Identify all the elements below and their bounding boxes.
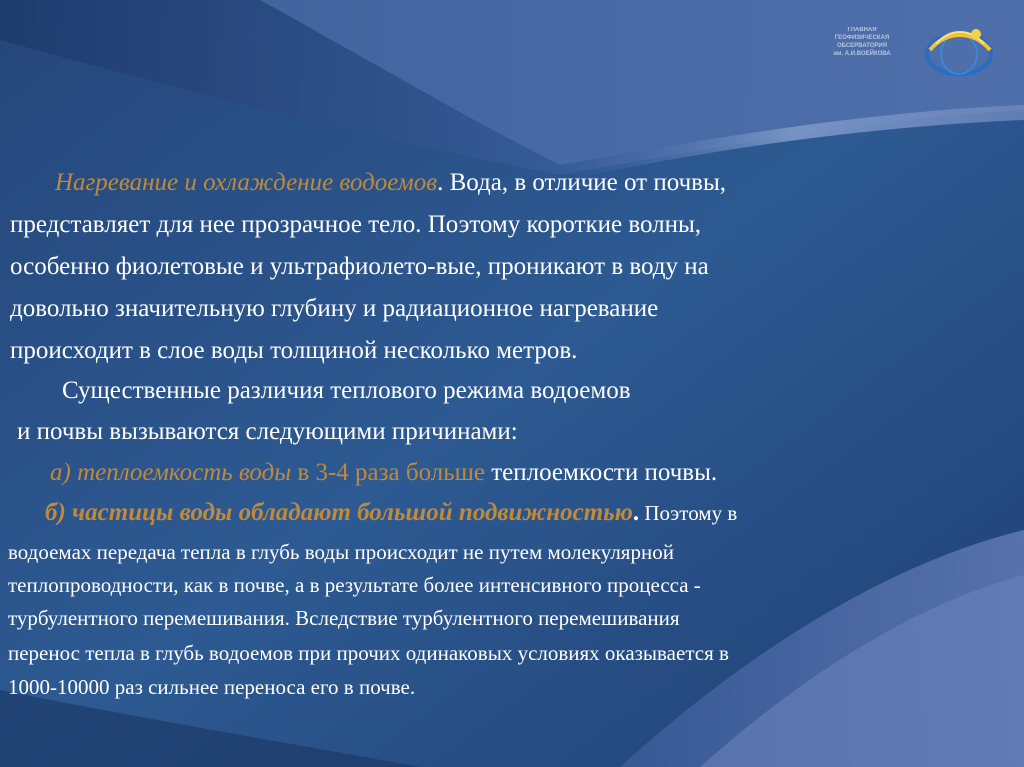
paragraph-1-line-3: особенно фиолетовые и ультрафиолето-вые, проникают в воду на [10, 253, 709, 280]
explanation-line-1: водоемах передача тепла в глубь воды происходит не путем молекулярной [8, 540, 674, 564]
reason-a-highlight: а) теплоемкость воды [50, 459, 292, 486]
section-title: Нагревание и охлаждение водоемов [55, 169, 438, 196]
explanation-line-4: перенос тепла в глубь водоемов при прочих одинаковых условиях оказывается в [8, 641, 729, 665]
reason-a-ratio: в 3-4 раза больше [291, 459, 485, 486]
reason-b: б) частицы воды обладают большой подвижностью. Поэтому в [45, 499, 738, 526]
paragraph-1-line-5: происходит в слое воды толщиной несколько метров. [10, 337, 578, 364]
paragraph-2-line-1: Существенные различия теплового режима водоемов [62, 377, 631, 404]
explanation-line-3: турбулентного перемешивания. Вследствие турбулентного перемешивания [8, 606, 680, 630]
explanation-line-5: 1000-10000 раз сильнее переноса его в почве. [8, 675, 416, 699]
reason-a: а) теплоемкость воды в 3-4 раза больше теплоемкости почвы. [50, 459, 718, 486]
paragraph-2-line-2: и почвы вызываются следующими причинами: [17, 418, 518, 445]
paragraph-1-line-1: Нагревание и охлаждение водоемов. Вода, в отличие от почвы, [55, 169, 727, 196]
reason-b-highlight: б) частицы воды обладают большой подвижностью [45, 499, 633, 526]
logo-text: ГЛАВНАЯ ГЕОФИЗИЧЕСКАЯ ОБСЕРВАТОРИЯ им. А.И.ВОЕЙКОВА [833, 27, 891, 57]
paragraph-1-line-2: представляет для нее прозрачное тело. Поэтому короткие волны, [10, 211, 702, 238]
paragraph-1-line-4: довольно значительную глубину и радиационное нагревание [10, 295, 659, 322]
explanation-line-2: теплопроводности, как в почве, а в результате более интенсивного процесса - [8, 573, 701, 597]
